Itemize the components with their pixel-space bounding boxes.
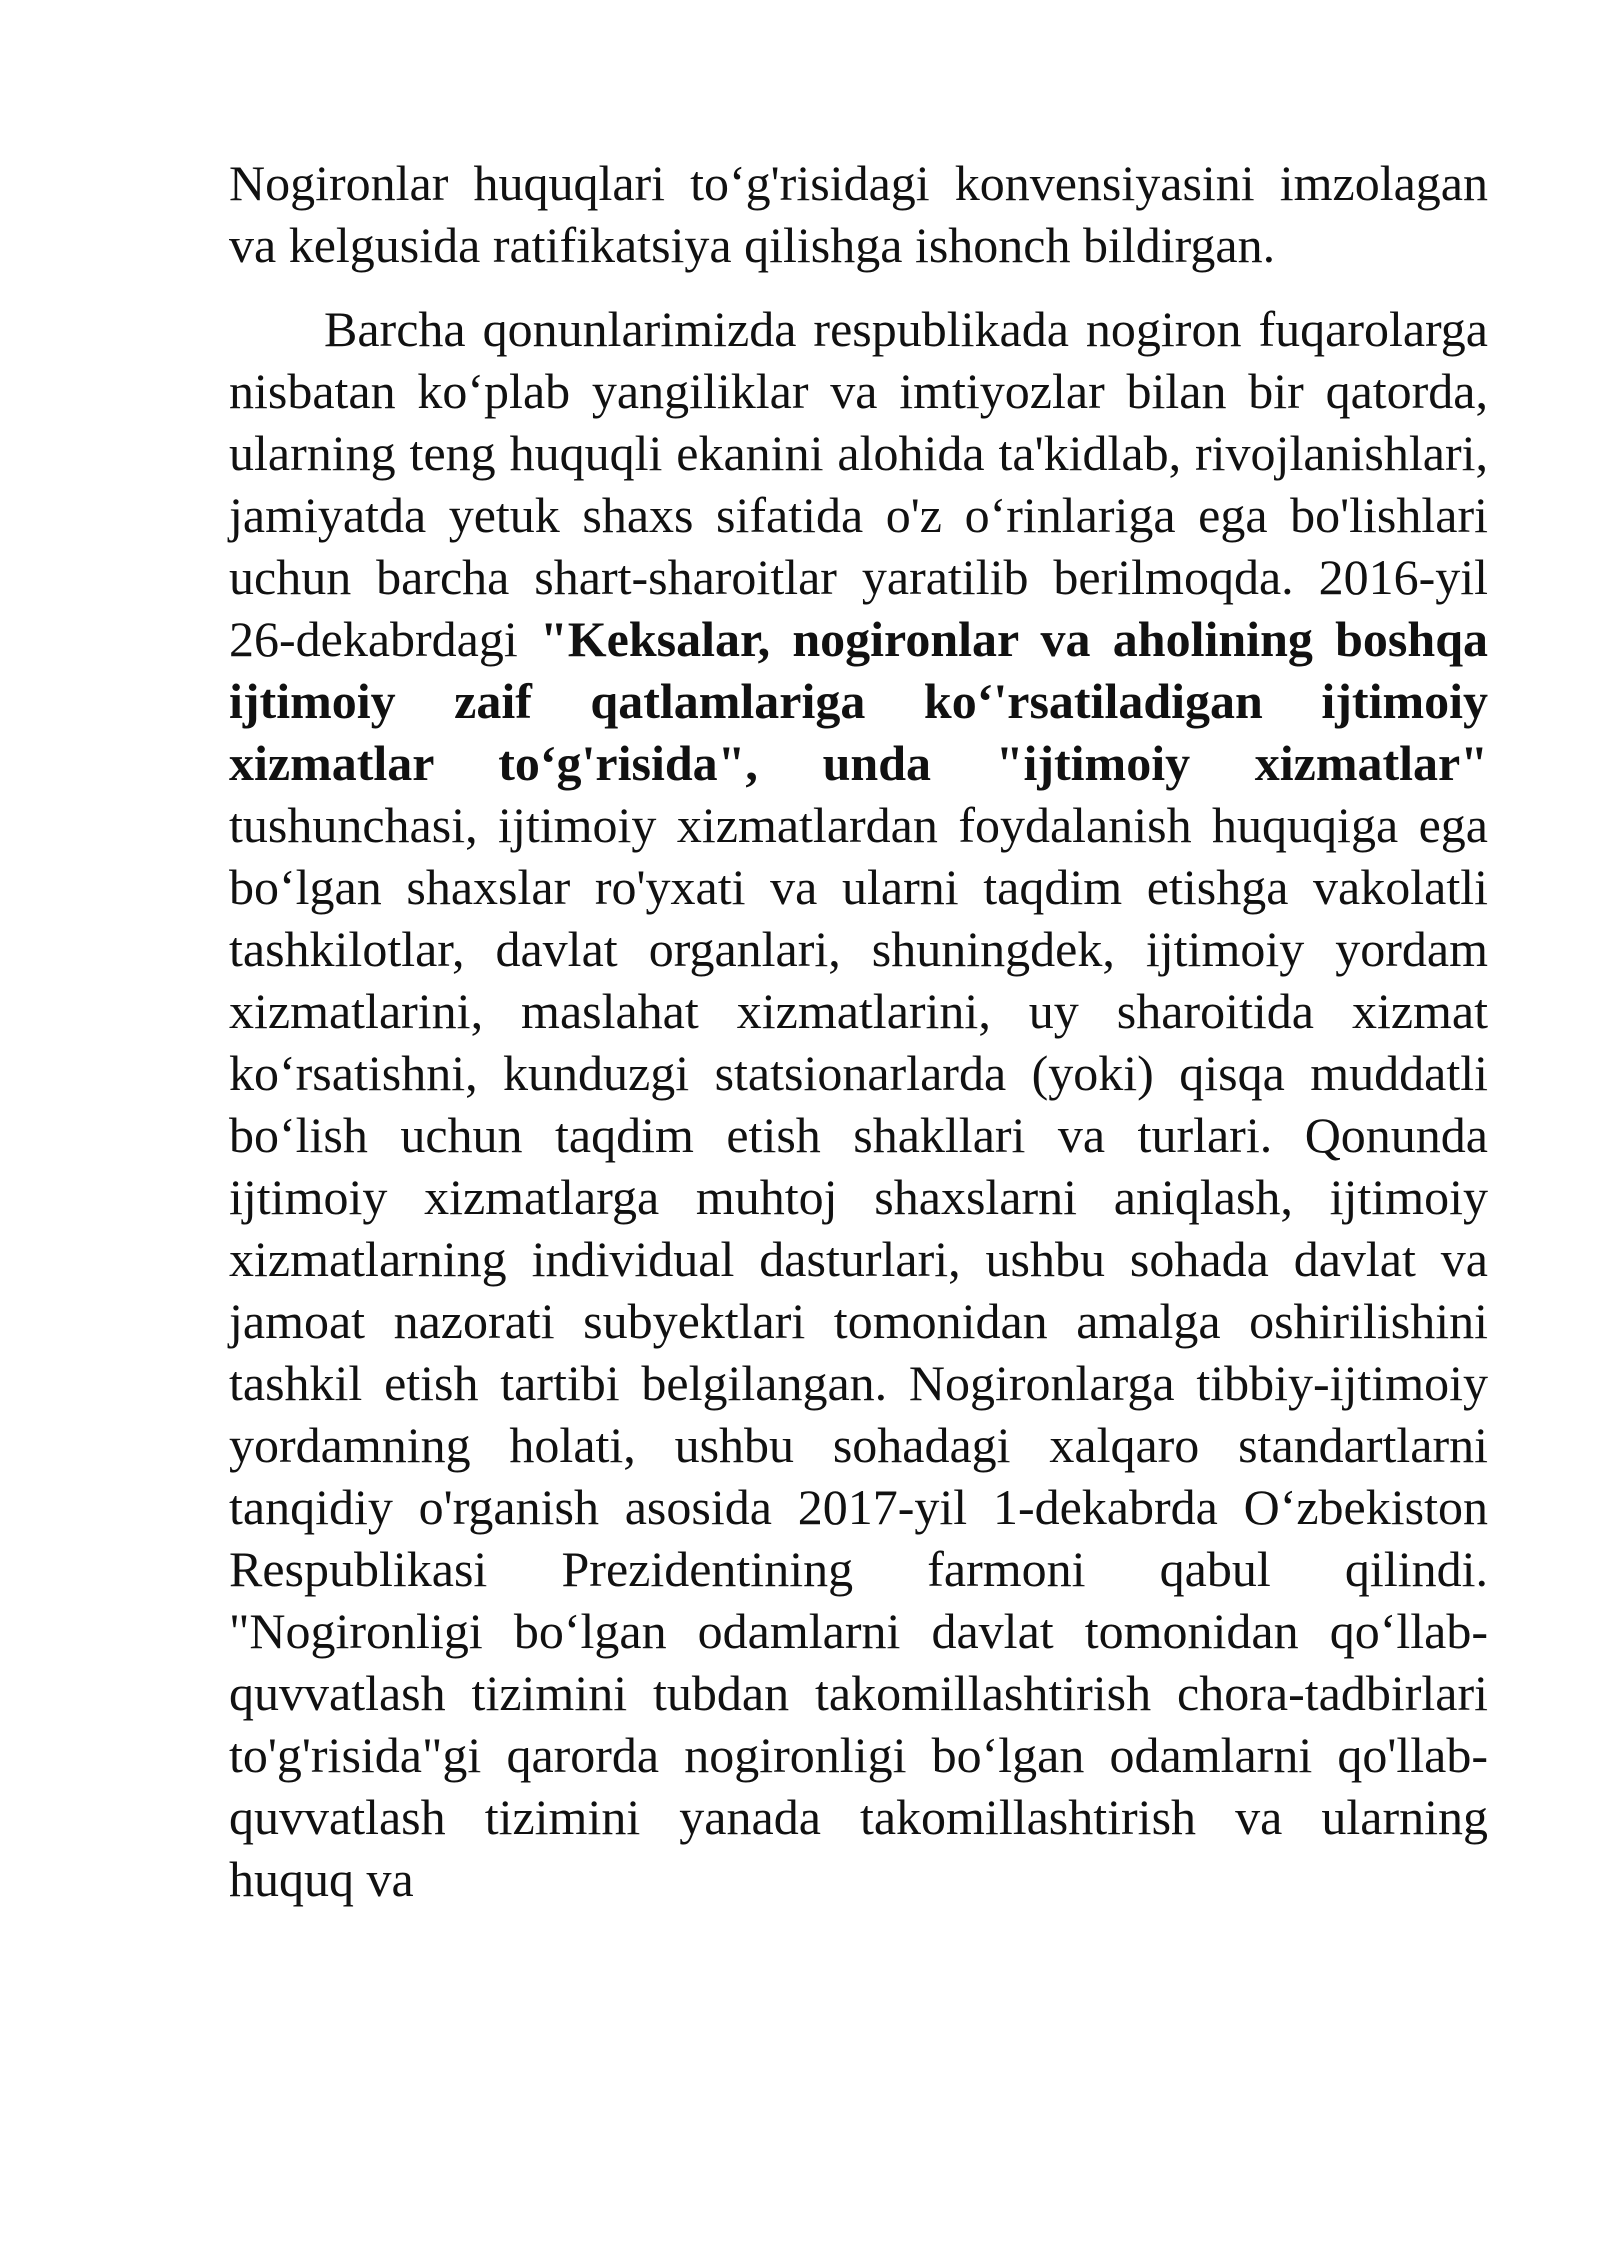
paragraph-2-text-start: Barcha qonunlarimizda respublikada nogiron fuqarolarga nisbatan ko‘plab yangiliklar va imtiyozlar bilan bir qatorda, ularning teng huquqli ekanini alohida ta'kidlab, rivojlanishlari, jamiyatda yetuk shaxs sifatida o'z o‘rinlariga ega bo'lishlari uchun barcha shart-sharoitlar yaratilib berilmoqda. 2016-yil 26-dekabrdagi (229, 301, 1488, 667)
law-title-bold: "Keksalar, nogironlar va aholining boshqa ijtimoiy zaif qatlamlariga ko‘'rsatiladigan ijtimoiy xizmatlar to‘g'risida", unda "ijtimoiy xizmatlar" (229, 611, 1488, 791)
paragraph-2-text-end: tushunchasi, ijtimoiy xizmatlardan foydalanish huquqiga ega bo‘lgan shaxslar ro'yxati va ularni taqdim etishga vakolatli tashkilotlar, davlat organlari, shuningdek, ijtimoiy yordam xizmatlarini, maslahat xizmatlarini, uy sharoitida xizmat ko‘rsatishni, kunduzgi statsionarlarda (yoki) qisqa muddatli bo‘lish uchun taqdim etish shakllari va turlari. Qonunda ijtimoiy xizmatlarga muhtoj shaxslarni aniqlash, ijtimoiy xizmatlarning individual dasturlari, ushbu sohada davlat va jamoat nazorati subyektlari tomonidan amalga oshirilishini tashkil etish tartibi belgilangan. Nogironlarga tibbiy-ijtimoiy yordamning holati, ushbu sohadagi xalqaro standartlarni tanqidiy o'rganish asosida 2017-yil 1-dekabrda O‘zbekiston Respublikasi Prezidentining farmoni qabul qilindi. "Nogironligi bo‘lgan odamlarni davlat tomonidan qo‘llab-quvvatlash tizimini tubdan takomillashtirish chora-tadbirlari to'g'risida"gi qarorda nogironligi bo‘lgan odamlarni qo'llab-quvvatlash tizimini yanada takomillashtirish va ularning huquq va (229, 797, 1488, 1907)
paragraph-2 (229, 298, 1488, 1910)
document-body (229, 152, 1488, 1910)
paragraph-1-text: Nogironlar huquqlari to‘g'risidagi konvensiyasini imzolagan va kelgusida ratifikatsiya qilishga ishonch bildirgan. (229, 155, 1488, 273)
paragraph-1 (229, 152, 1488, 276)
